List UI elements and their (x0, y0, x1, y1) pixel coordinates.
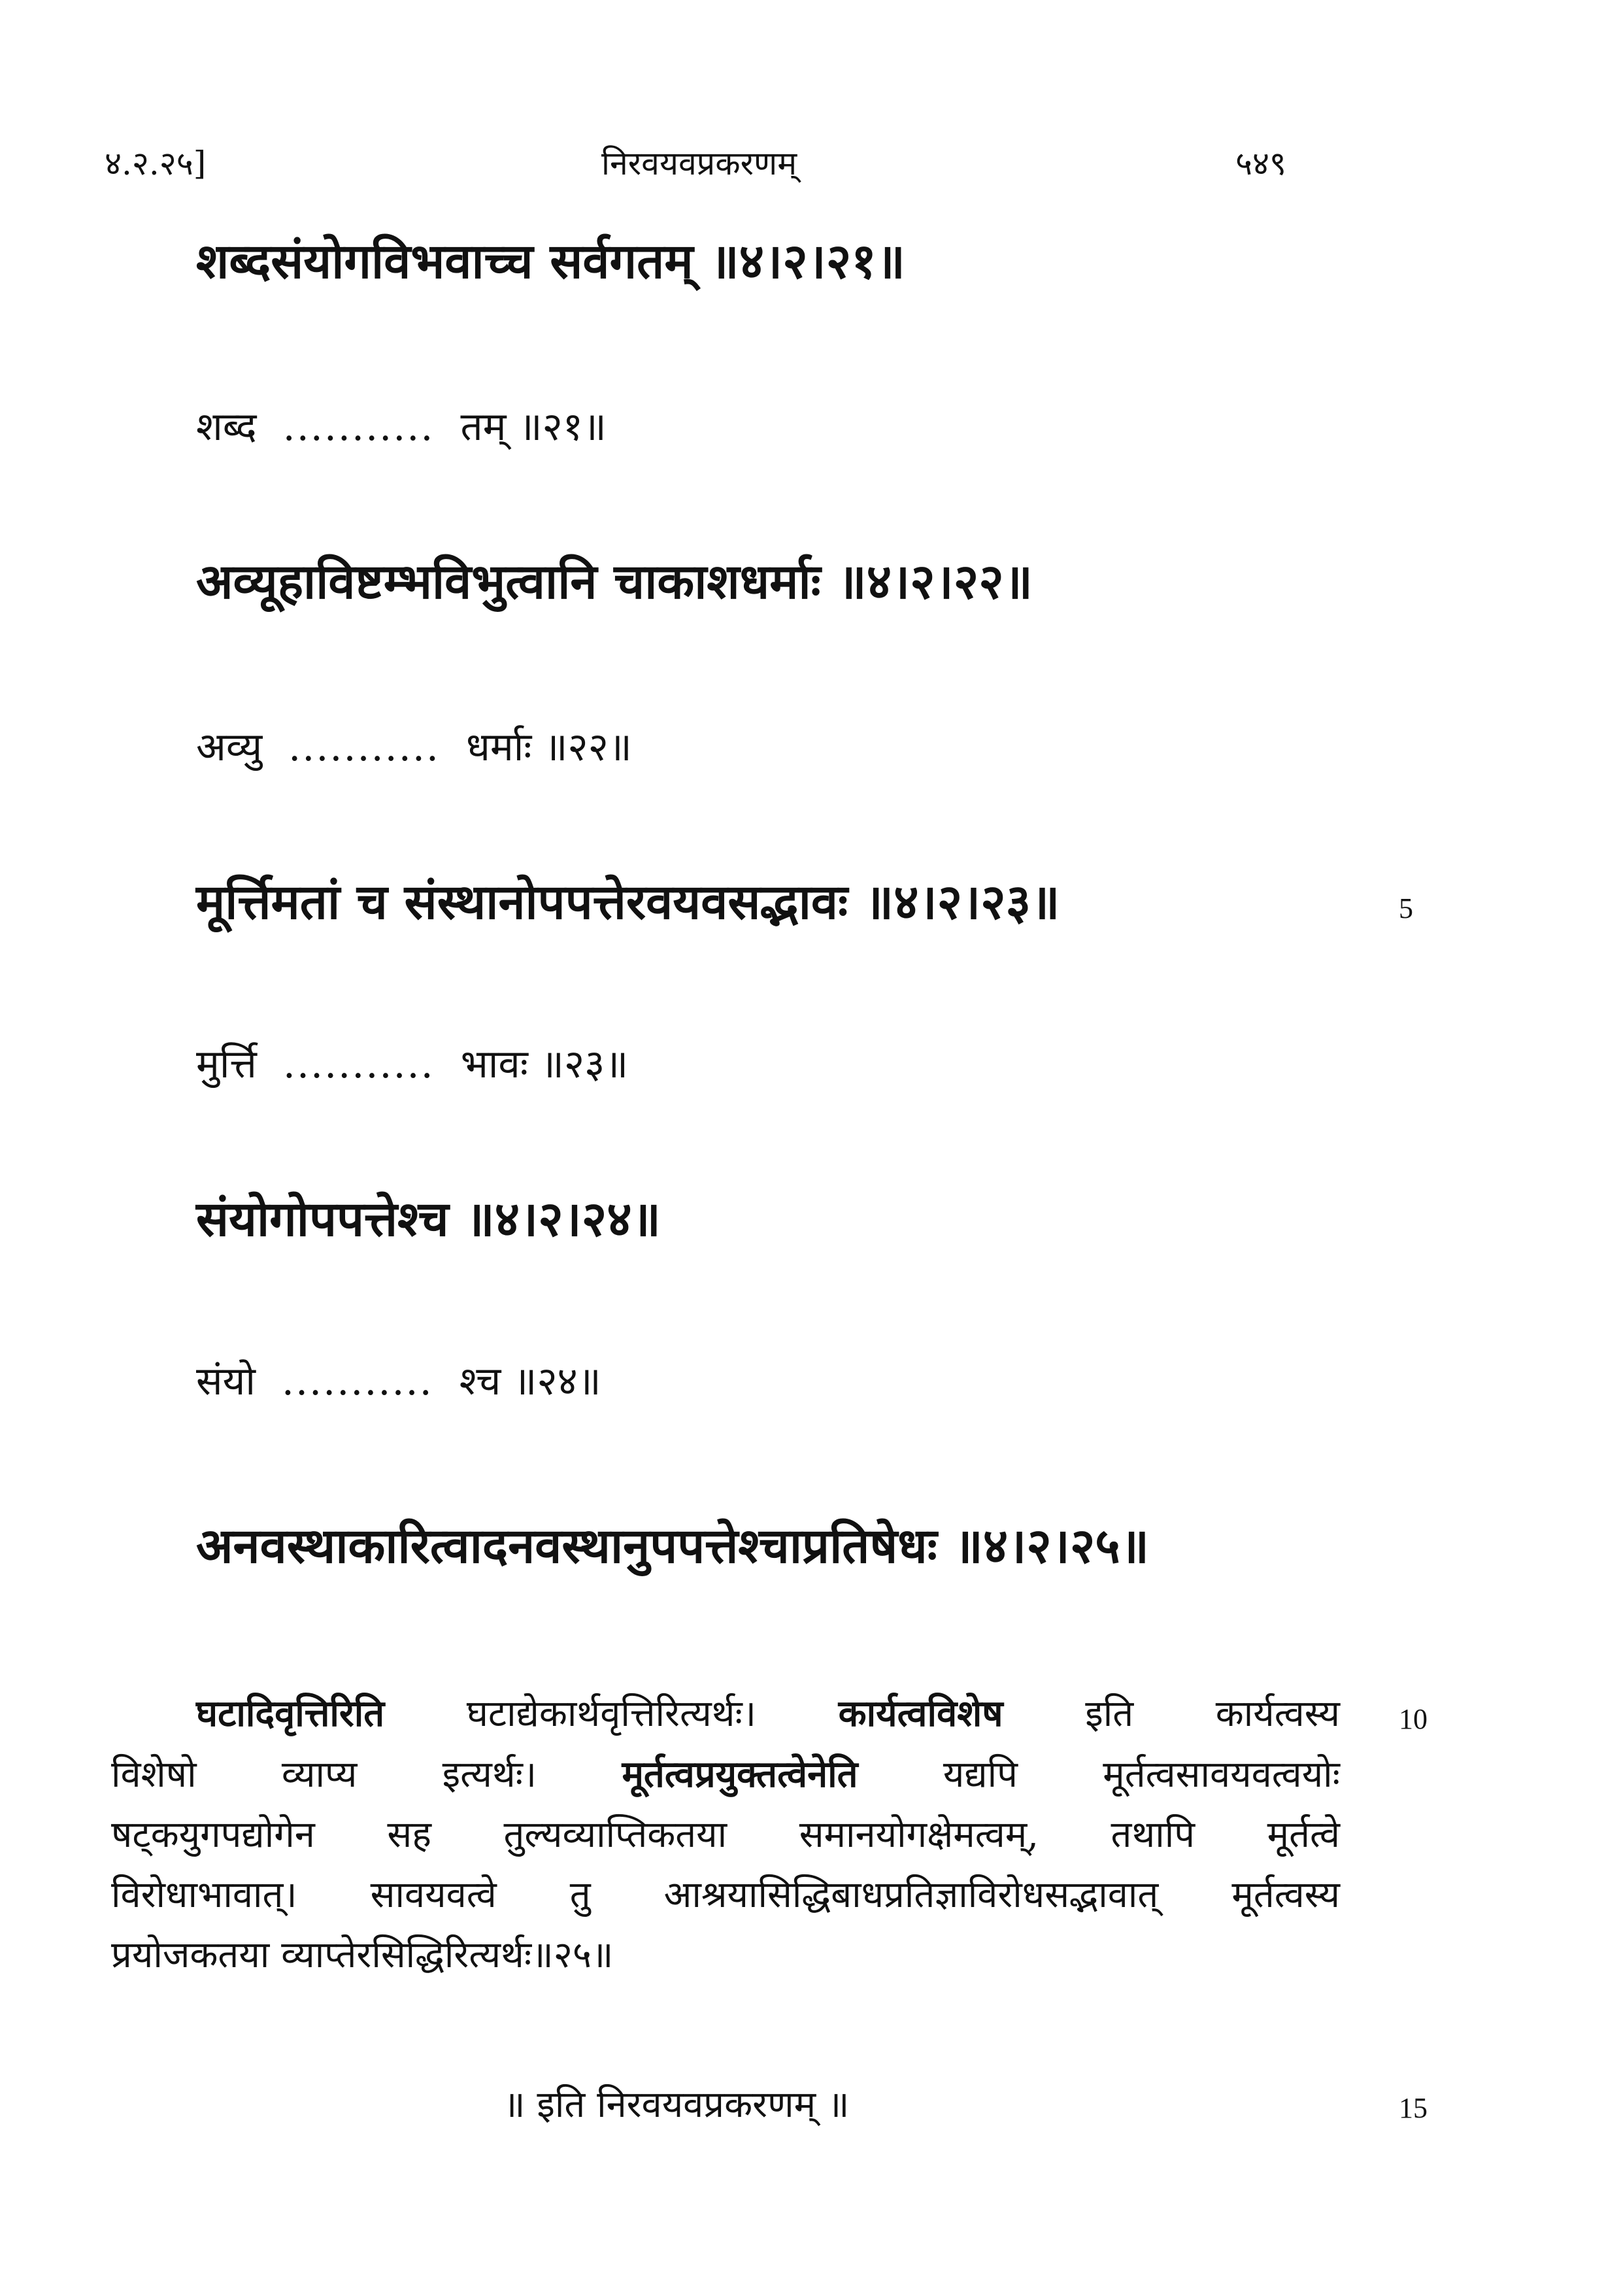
sutra-24-abbreviation (196, 1357, 601, 1406)
abbr-start: अव्यु (196, 724, 263, 770)
header-page-number: ५४९ (1235, 144, 1286, 182)
line-number-5: 5 (1399, 892, 1413, 924)
sutra-25: अनवस्थाकारित्वादनवस्थानुपपत्तेश्चाप्रतिषेधः ॥४।२।२५॥ (196, 1518, 1150, 1574)
sutra-23-abbreviation (196, 1039, 628, 1089)
commentary-text: विशेषो व्याप्य इत्यर्थः। (111, 1753, 622, 1796)
commentary-text: यद्यपि मूर्तत्वसावयवत्वयोः (858, 1753, 1340, 1796)
commentary-term: कार्यत्वविशेष (838, 1692, 1003, 1735)
commentary-text: इति कार्यत्वस्य (1003, 1693, 1340, 1735)
commentary-term: मूर्तत्वप्रयुक्तत्वेनेति (622, 1753, 858, 1796)
commentary-line-3: षट्कयुगपद्योगेन सह तुल्यव्याप्तिकतया समानयोगक्षेमत्वम्, तथापि मूर्तत्वे (111, 1814, 1340, 1856)
commentary-line-1 (111, 1683, 1340, 1744)
commentary-term: घटादिवृत्तिरिति (196, 1692, 385, 1735)
header-section-ref: ४.२.२५] (105, 144, 207, 182)
line-number-10: 10 (1399, 1703, 1428, 1735)
abbr-dots: ........... (288, 724, 440, 770)
abbr-dots: ........... (282, 1041, 435, 1087)
commentary-paragraph (111, 1683, 1340, 1985)
sutra-24: संयोगोपपत्तेश्च ॥४।२।२४॥ (196, 1191, 661, 1247)
commentary-text: घटाद्येकार्थवृत्तिरित्यर्थः। (384, 1693, 839, 1735)
sutra-22-abbreviation (196, 722, 632, 772)
line-number-15: 15 (1399, 2092, 1428, 2124)
abbr-start: संयो (196, 1359, 256, 1404)
abbr-start: मुर्त्ति (196, 1041, 257, 1087)
abbr-end: भावः ॥२३॥ (460, 1041, 629, 1087)
commentary-line-2 (111, 1744, 1340, 1805)
abbr-end: श्च ॥२४॥ (459, 1359, 601, 1404)
sutra-21: शब्दसंयोगविभवाच्च सर्वगतम् ॥४।२।२१॥ (196, 233, 906, 290)
abbr-dots: ........... (281, 1359, 433, 1404)
commentary-line-4: विरोधाभावात्। सावयवत्वे तु आश्रयासिद्धिबाधप्रतिज्ञाविरोधसद्भावात् मूर्तत्वस्य (111, 1874, 1340, 1916)
abbr-dots: ........... (282, 404, 435, 450)
colophon: ॥ इति निरवयवप्रकरणम् ॥ (503, 2084, 850, 2126)
abbr-start: शब्द (196, 404, 257, 450)
abbr-end: तम् ॥२१॥ (460, 404, 607, 450)
sutra-21-abbreviation (196, 402, 607, 452)
abbr-end: धर्माः ॥२२॥ (465, 724, 632, 770)
sutra-22: अव्यूहाविष्टम्भविभुत्वानि चाकाशधर्माः ॥४।२।२२॥ (196, 554, 1033, 610)
sutra-23: मूर्त्तिमतां च संस्थानोपपत्तेरवयवसद्भावः ॥४।२।२३॥ (196, 874, 1060, 930)
header-chapter-title: निरवयवप्रकरणम् (601, 144, 797, 182)
commentary-line-5: प्रयोजकतया व्याप्तेरसिद्धिरित्यर्थः॥२५॥ (111, 1934, 614, 1976)
